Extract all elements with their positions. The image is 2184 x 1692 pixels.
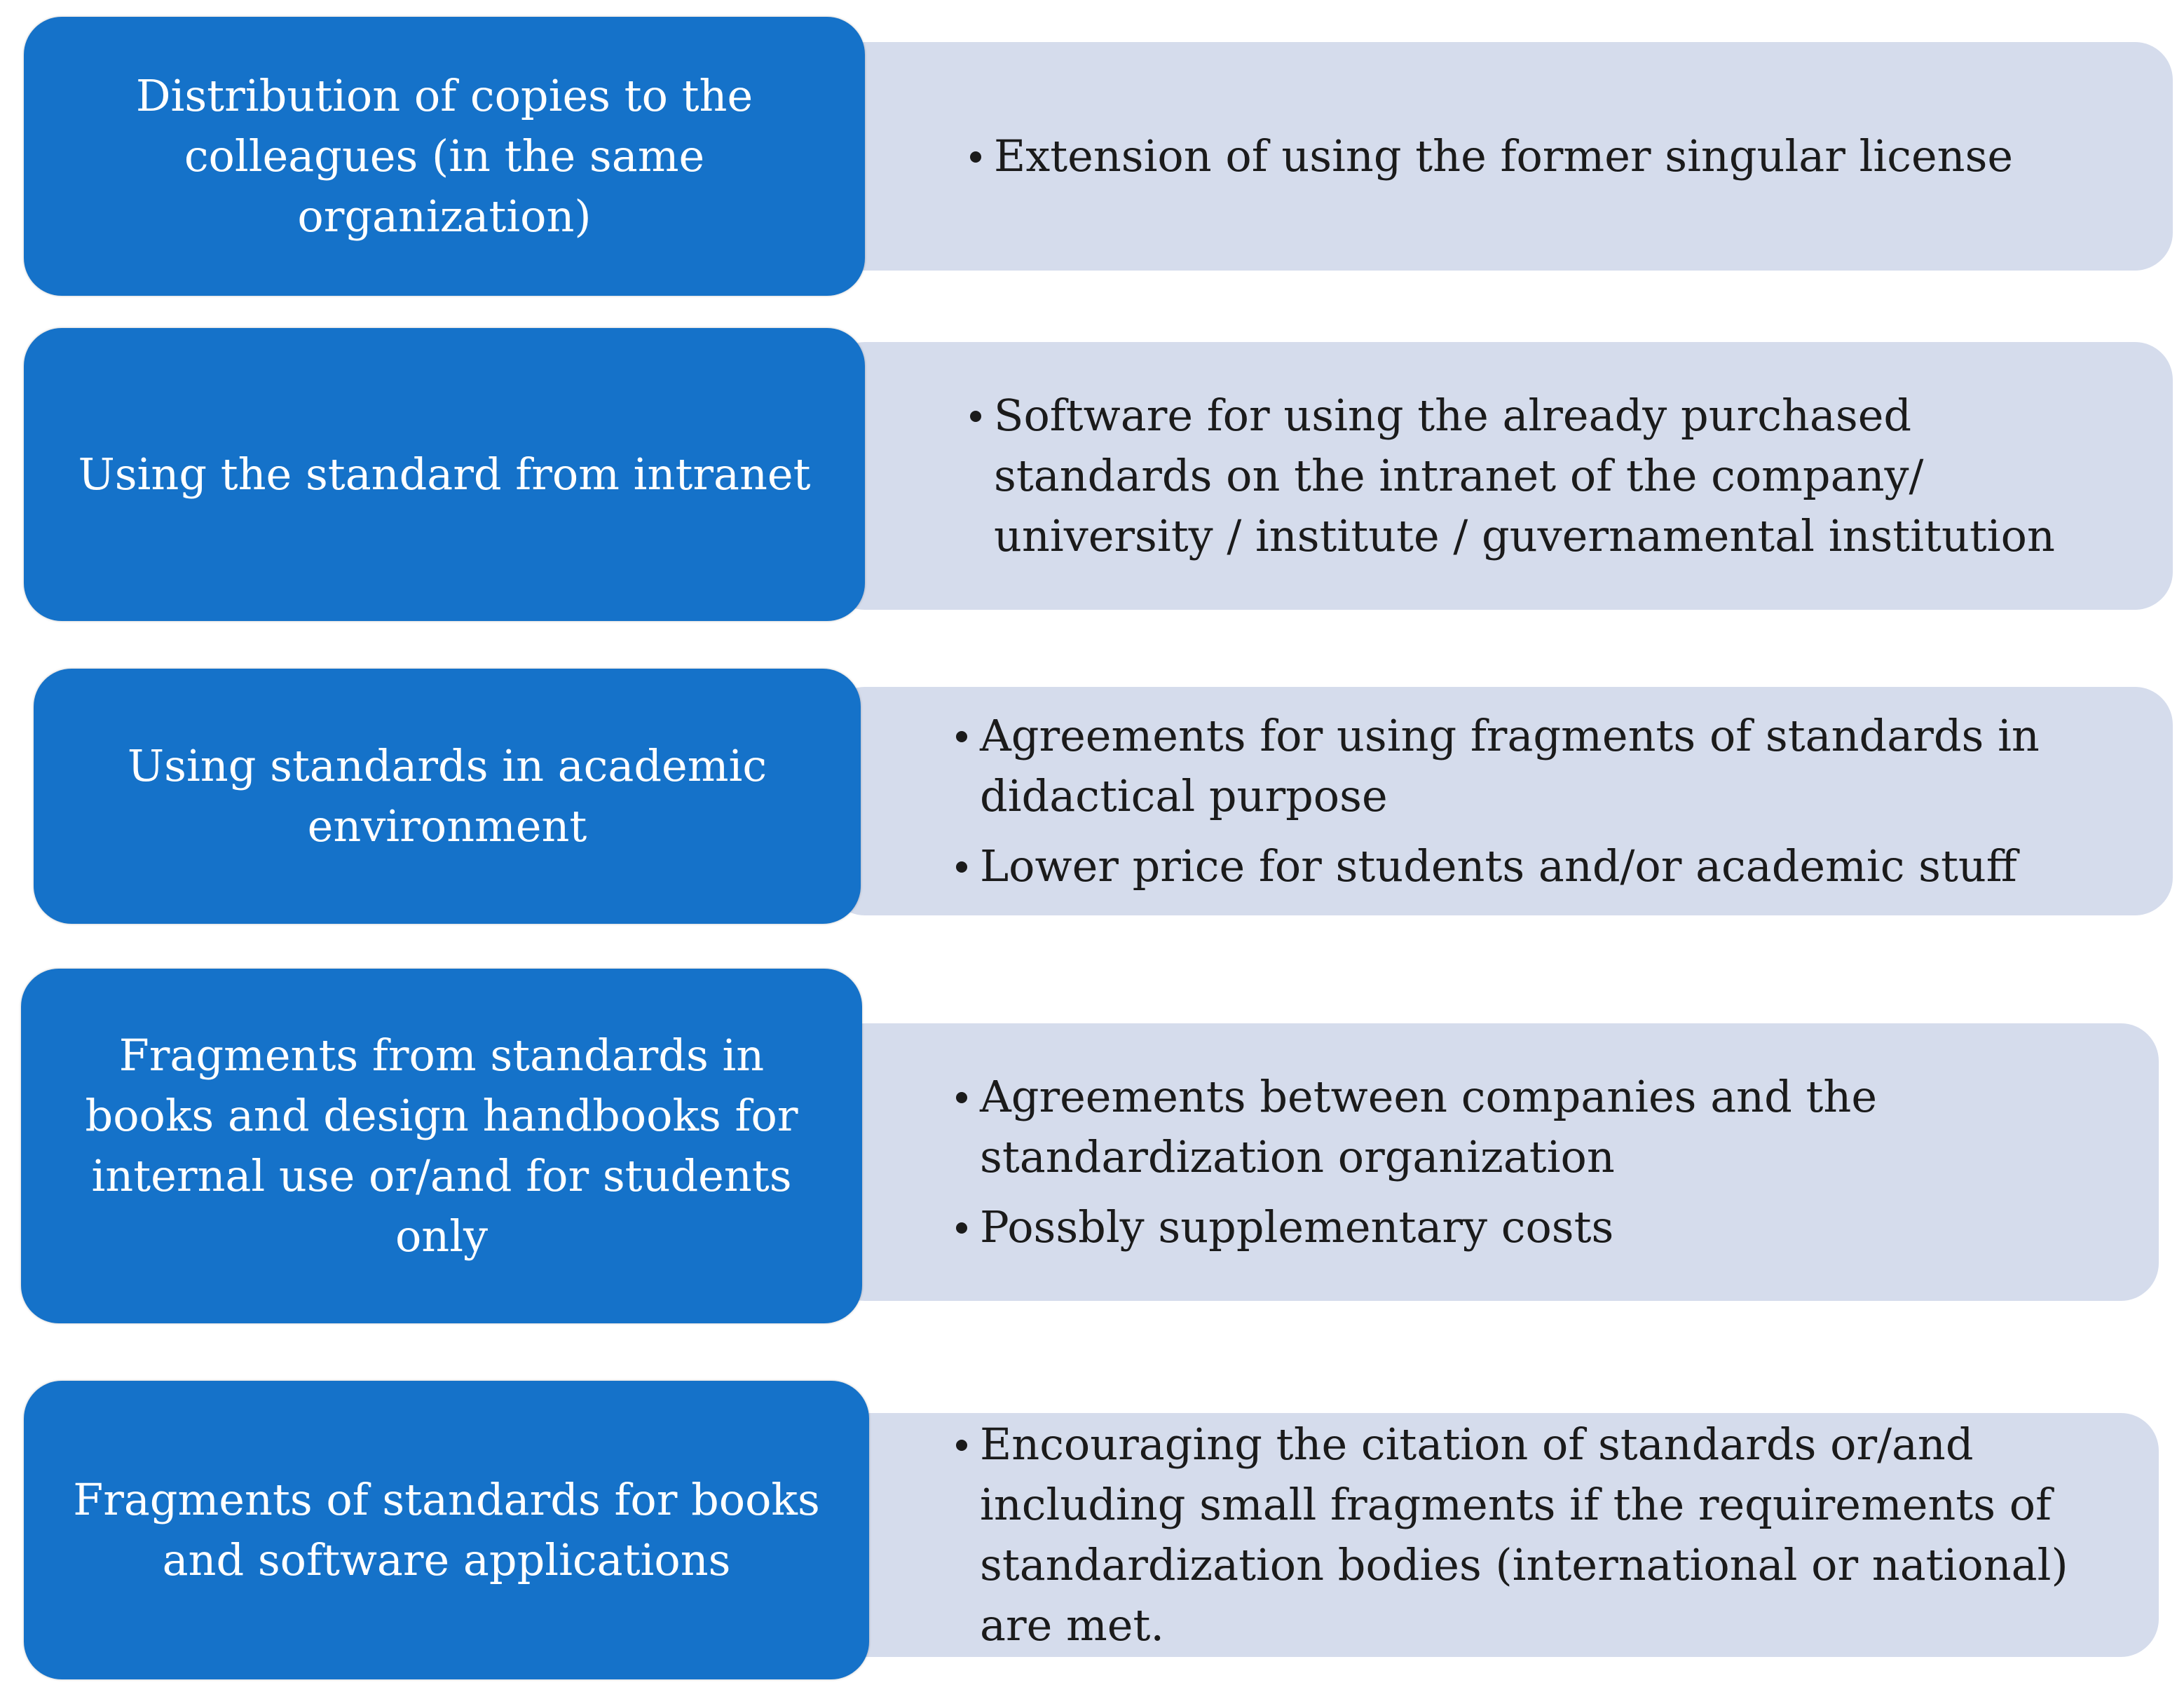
- label-text-5: Fragments of standards for books and software applications: [73, 1474, 820, 1585]
- label-box-5: [24, 1381, 869, 1679]
- bullet-dot-icon: [956, 1092, 967, 1103]
- detail-bullet: Encouraging the citation of standards or/and including small fragments if the requirements of standardization bodies (international or national) are met.: [953, 1414, 2117, 1656]
- detail-bullet: Software for using the already purchased standards on the intranet of the company/ university / institute / guvernamental institution: [967, 386, 2131, 566]
- detail-list-4: [953, 1067, 2117, 1257]
- detail-bullet: Agreements for using fragments of standards in didactical purpose: [953, 706, 2131, 826]
- detail-bullet: Possbly supplementary costs: [953, 1197, 2117, 1257]
- label-text-3: Using standards in academic environment: [127, 740, 767, 852]
- detail-list-1: [967, 126, 2013, 186]
- label-text-1: Distribution of copies to the colleagues (in the same organization): [135, 70, 753, 242]
- bullet-dot-icon: [970, 151, 981, 163]
- label-text-2: Using the standard from intranet: [78, 449, 811, 500]
- detail-bullet: Extension of using the former singular license: [967, 126, 2013, 186]
- label-box-1: [24, 17, 865, 296]
- detail-panel-5: [827, 1413, 2159, 1657]
- bullet-dot-icon: [956, 1222, 967, 1234]
- detail-panel-3: [827, 687, 2173, 915]
- bullet-dot-icon: [956, 861, 967, 873]
- detail-bullet: Lower price for students and/or academic stuff: [953, 836, 2131, 896]
- detail-list-5: [953, 1414, 2117, 1656]
- detail-panel-2: [827, 342, 2173, 610]
- label-box-4: [21, 969, 862, 1323]
- bullet-dot-icon: [956, 731, 967, 742]
- label-box-3: [34, 669, 861, 924]
- label-text-4: Fragments from standards in books and design handbooks for internal use or/and for students only: [85, 1030, 798, 1262]
- detail-list-2: [967, 386, 2131, 566]
- detail-bullet: Agreements between companies and the standardization organization: [953, 1067, 2117, 1187]
- bullet-dot-icon: [956, 1440, 967, 1451]
- detail-panel-4: [827, 1023, 2159, 1301]
- bullet-dot-icon: [970, 411, 981, 422]
- detail-list-3: [953, 706, 2131, 896]
- label-box-2: [24, 328, 865, 621]
- detail-panel-1: [827, 42, 2173, 271]
